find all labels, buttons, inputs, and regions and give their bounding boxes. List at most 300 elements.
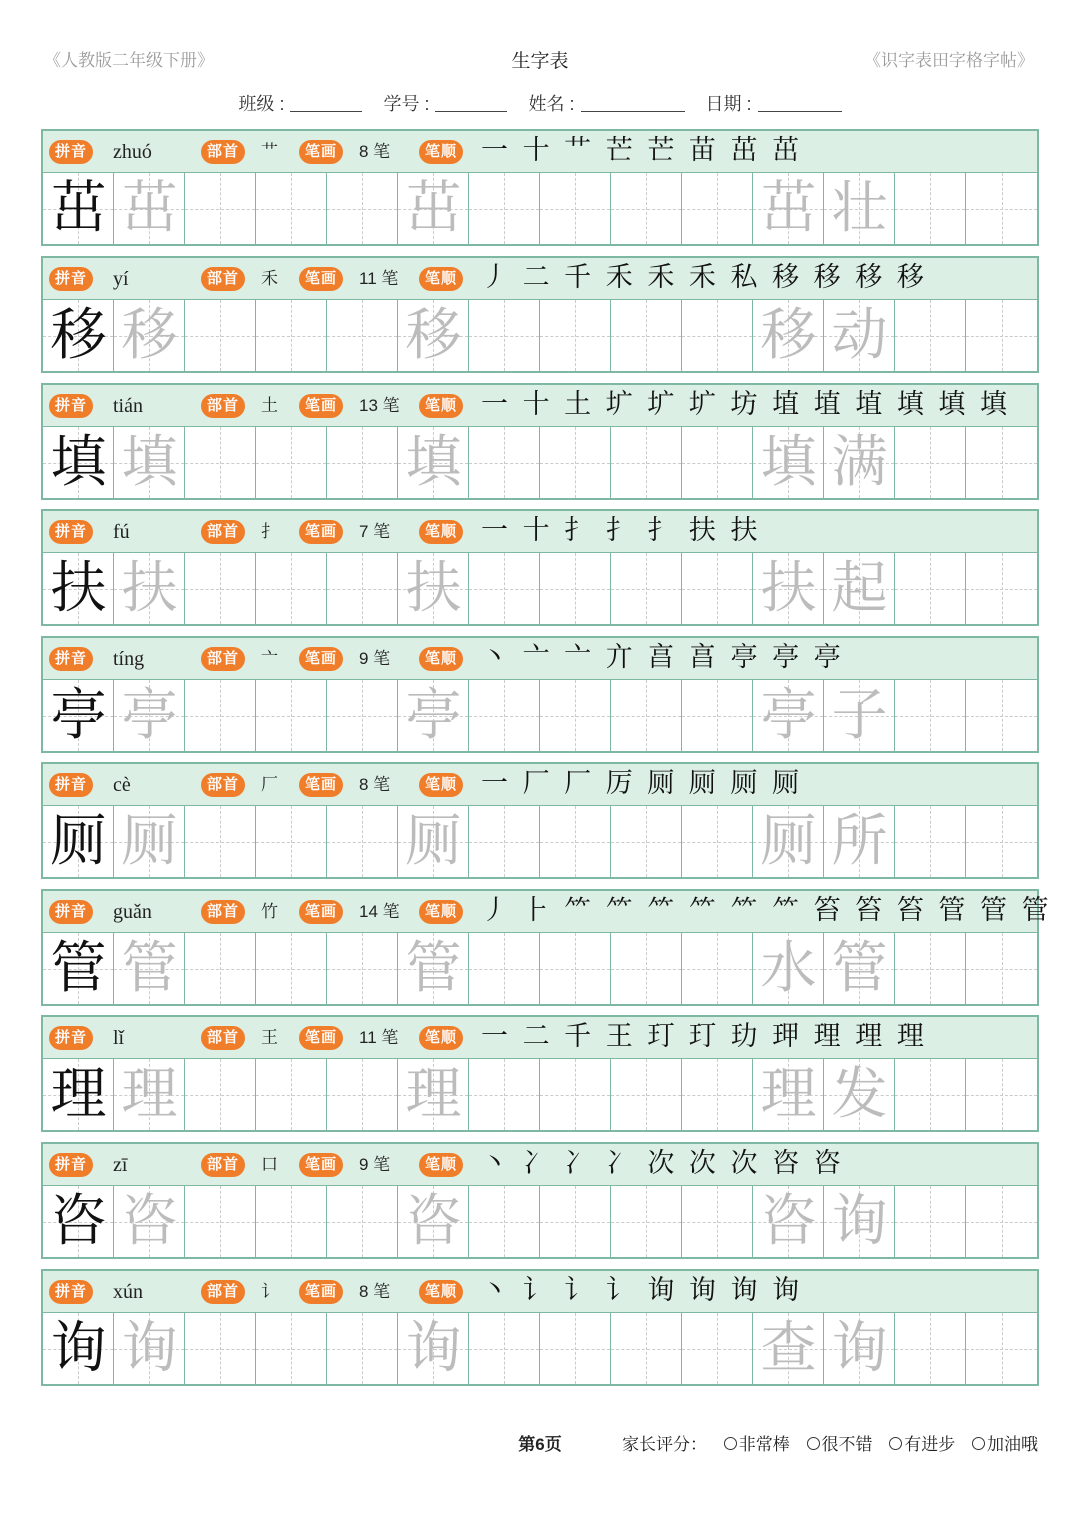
writing-cell[interactable] [540, 1186, 611, 1257]
writing-cell[interactable] [256, 1313, 327, 1384]
writing-cell[interactable] [114, 553, 185, 624]
strokes-badge: 笔画 [299, 1280, 343, 1304]
pinyin-badge: 拼音 [49, 140, 93, 164]
trace-character: 管 [121, 936, 178, 1001]
writing-cell[interactable] [256, 1059, 327, 1130]
writing-cell[interactable] [469, 553, 540, 624]
writing-cell[interactable] [114, 300, 185, 371]
radio-circle-icon[interactable] [724, 1437, 737, 1450]
strokes-badge: 笔画 [299, 647, 343, 671]
writing-cell[interactable] [682, 173, 753, 244]
writing-cell[interactable] [185, 1313, 256, 1384]
writing-cell[interactable] [682, 553, 753, 624]
pinyin-value: zī [113, 1154, 128, 1176]
trace-character: 咨 [405, 1189, 462, 1254]
strokes-badge: 笔画 [299, 1026, 343, 1050]
stroke-order: 丿 ⺊ ⺮ ⺮ ⺮ ⺮ ⺮ ⺮ 笞 笞 笞 管 管 管 [481, 895, 1052, 926]
word-character: 填 [760, 430, 817, 495]
pinyin-badge: 拼音 [49, 267, 93, 291]
trace-character: 填 [405, 430, 462, 495]
writing-cell[interactable] [256, 427, 327, 498]
radio-circle-icon[interactable] [889, 1437, 902, 1450]
writing-cell[interactable] [327, 806, 398, 877]
trace-character: 扶 [121, 556, 178, 621]
writing-cell[interactable] [682, 1059, 753, 1130]
trace-character: 填 [121, 430, 178, 495]
writing-cell[interactable] [682, 300, 753, 371]
tianzige-grid [43, 1186, 1037, 1257]
writing-cell[interactable] [327, 933, 398, 1004]
word-character: 水 [760, 936, 817, 1001]
pinyin-badge: 拼音 [49, 900, 93, 924]
writing-cell[interactable] [895, 1059, 966, 1130]
character-row [41, 509, 1039, 626]
writing-cell[interactable] [114, 1059, 185, 1130]
model-character: 询 [50, 1316, 107, 1381]
writing-cell[interactable] [327, 1313, 398, 1384]
class-blank[interactable] [290, 95, 362, 112]
writing-cell[interactable] [327, 173, 398, 244]
radical-badge: 部首 [201, 1026, 245, 1050]
writing-cell[interactable] [256, 553, 327, 624]
trace-character: 移 [121, 303, 178, 368]
writing-cell[interactable] [469, 427, 540, 498]
stroke-order: 一 十 艹 芒 芒 苗 茁 茁 [481, 135, 803, 166]
order-badge: 笔顺 [419, 647, 463, 671]
writing-cell[interactable] [185, 553, 256, 624]
writing-cell[interactable] [469, 1186, 540, 1257]
date-field[interactable] [706, 90, 842, 116]
pinyin-value: tíng [113, 648, 145, 670]
stroke-count: 8 笔 [359, 1282, 391, 1301]
name-label: 姓名 : [528, 94, 575, 114]
character-row [41, 636, 1039, 753]
pinyin-value: guǎn [113, 901, 152, 923]
writing-cell[interactable] [753, 427, 824, 498]
pinyin-badge: 拼音 [49, 394, 93, 418]
writing-cell[interactable] [540, 553, 611, 624]
word-character: 壮 [831, 176, 888, 241]
writing-cell[interactable] [682, 933, 753, 1004]
stroke-count: 14 笔 [359, 902, 400, 921]
writing-cell[interactable] [540, 427, 611, 498]
trace-character: 厕 [405, 809, 462, 874]
writing-cell [43, 427, 114, 498]
pinyin-value: xún [113, 1281, 143, 1303]
pinyin-value: tián [113, 395, 143, 417]
rating-option-keep-going[interactable] [972, 1430, 1038, 1455]
writing-cell[interactable] [895, 553, 966, 624]
stroke-order: 丶 讠 讠 讠 询 询 询 询 [481, 1275, 803, 1306]
writing-cell[interactable] [256, 1186, 327, 1257]
writing-cell[interactable] [966, 427, 1037, 498]
word-character: 茁 [760, 176, 817, 241]
trace-character: 茁 [121, 176, 178, 241]
writing-cell[interactable] [611, 427, 682, 498]
writing-cell[interactable] [114, 427, 185, 498]
writing-cell[interactable] [611, 300, 682, 371]
order-badge: 笔顺 [419, 394, 463, 418]
writing-cell[interactable] [824, 1313, 895, 1384]
writing-cell[interactable] [753, 1186, 824, 1257]
strokes-badge: 笔画 [299, 1153, 343, 1177]
rating-option-very-good[interactable] [724, 1430, 790, 1455]
writing-cell [43, 1186, 114, 1257]
writing-cell[interactable] [398, 680, 469, 751]
writing-cell[interactable] [611, 680, 682, 751]
writing-cell[interactable] [256, 680, 327, 751]
character-row [41, 383, 1039, 500]
parent-rating [622, 1430, 1038, 1455]
strokes-badge: 笔画 [299, 773, 343, 797]
strokes-badge: 笔画 [299, 140, 343, 164]
character-row [41, 1142, 1039, 1259]
order-badge: 笔顺 [419, 1280, 463, 1304]
model-character: 亭 [50, 683, 107, 748]
writing-cell[interactable] [966, 1313, 1037, 1384]
stroke-order: 丶 亠 亠 亣 亯 亯 亭 亭 亭 [481, 642, 844, 673]
date-label: 日期 : [705, 94, 752, 114]
writing-cell[interactable] [753, 933, 824, 1004]
tianzige-grid [43, 933, 1037, 1004]
writing-cell[interactable] [185, 1059, 256, 1130]
writing-cell[interactable] [753, 173, 824, 244]
writing-cell[interactable] [185, 680, 256, 751]
writing-cell[interactable] [895, 427, 966, 498]
writing-cell[interactable] [398, 427, 469, 498]
word-character: 询 [831, 1316, 888, 1381]
writing-cell[interactable] [753, 300, 824, 371]
rating-option-improving[interactable] [889, 1430, 955, 1455]
radical-value: 王 [261, 1028, 278, 1048]
writing-cell[interactable] [966, 173, 1037, 244]
writing-cell[interactable] [469, 1313, 540, 1384]
trace-character: 管 [405, 936, 462, 1001]
radio-circle-icon[interactable] [972, 1437, 985, 1450]
model-character: 茁 [50, 176, 107, 241]
writing-cell[interactable] [398, 1059, 469, 1130]
writing-cell[interactable] [966, 806, 1037, 877]
writing-cell[interactable] [114, 1186, 185, 1257]
order-badge: 笔顺 [419, 1153, 463, 1177]
word-character: 所 [831, 809, 888, 874]
trace-character: 询 [405, 1316, 462, 1381]
radical-badge: 部首 [201, 773, 245, 797]
writing-cell[interactable] [185, 427, 256, 498]
word-character: 起 [831, 556, 888, 621]
word-character: 满 [831, 430, 888, 495]
writing-cell[interactable] [895, 300, 966, 371]
pinyin-value: fú [113, 521, 130, 543]
writing-cell[interactable] [966, 933, 1037, 1004]
word-character: 查 [760, 1316, 817, 1381]
writing-cell[interactable] [540, 806, 611, 877]
character-info-bar [43, 1017, 1037, 1059]
writing-cell[interactable] [256, 173, 327, 244]
writing-cell [43, 933, 114, 1004]
rating-option-good[interactable] [807, 1430, 873, 1455]
writing-cell[interactable] [185, 806, 256, 877]
model-character: 移 [50, 303, 107, 368]
stroke-count: 9 笔 [359, 649, 391, 668]
order-badge: 笔顺 [419, 140, 463, 164]
writing-cell[interactable] [469, 933, 540, 1004]
writing-cell[interactable] [753, 1059, 824, 1130]
radical-value: 厂 [261, 775, 278, 795]
writing-cell[interactable] [682, 1313, 753, 1384]
writing-cell[interactable] [611, 1186, 682, 1257]
writing-cell[interactable] [185, 933, 256, 1004]
writing-cell[interactable] [398, 933, 469, 1004]
stroke-count: 8 笔 [359, 142, 391, 161]
writing-cell[interactable] [469, 680, 540, 751]
pinyin-badge: 拼音 [49, 773, 93, 797]
pinyin-badge: 拼音 [49, 1026, 93, 1050]
writing-cell[interactable] [824, 806, 895, 877]
writing-cell[interactable] [966, 1186, 1037, 1257]
writing-cell[interactable] [824, 1059, 895, 1130]
writing-cell[interactable] [114, 680, 185, 751]
writing-cell[interactable] [327, 553, 398, 624]
class-field[interactable] [238, 90, 362, 116]
writing-cell[interactable] [185, 300, 256, 371]
trace-character: 理 [121, 1062, 178, 1127]
trace-character: 扶 [405, 556, 462, 621]
writing-cell[interactable] [114, 806, 185, 877]
tianzige-grid [43, 1313, 1037, 1384]
radical-badge: 部首 [201, 647, 245, 671]
writing-cell[interactable] [185, 173, 256, 244]
writing-cell[interactable] [895, 1186, 966, 1257]
strokes-badge: 笔画 [299, 394, 343, 418]
model-character: 理 [50, 1062, 107, 1127]
writing-cell[interactable] [327, 427, 398, 498]
character-row [41, 889, 1052, 1006]
student-no-field[interactable] [383, 90, 507, 116]
pinyin-value: yí [113, 268, 129, 290]
writing-cell[interactable] [682, 680, 753, 751]
page-number: 第6页 [518, 1435, 562, 1454]
writing-cell[interactable] [966, 1059, 1037, 1130]
writing-cell[interactable] [824, 680, 895, 751]
stroke-count: 11 笔 [359, 269, 399, 288]
writing-cell [43, 173, 114, 244]
writing-cell[interactable] [682, 427, 753, 498]
writing-cell[interactable] [824, 300, 895, 371]
writing-cell[interactable] [895, 173, 966, 244]
writing-cell[interactable] [398, 173, 469, 244]
page-title: 生字表 [511, 51, 569, 72]
writing-cell[interactable] [540, 300, 611, 371]
writing-cell[interactable] [611, 173, 682, 244]
writing-cell [43, 680, 114, 751]
writing-cell [43, 806, 114, 877]
writing-cell[interactable] [469, 1059, 540, 1130]
writing-cell [43, 1313, 114, 1384]
writing-cell[interactable] [824, 933, 895, 1004]
character-info-bar [43, 1144, 1037, 1186]
tianzige-grid [43, 806, 1037, 877]
writing-cell[interactable] [966, 300, 1037, 371]
writing-cell[interactable] [824, 553, 895, 624]
stroke-count: 11 笔 [359, 1028, 399, 1047]
trace-character: 厕 [121, 809, 178, 874]
writing-cell[interactable] [895, 680, 966, 751]
writing-cell[interactable] [682, 806, 753, 877]
writing-cell[interactable] [895, 933, 966, 1004]
writing-cell[interactable] [114, 933, 185, 1004]
stroke-order: 一 厂 厂 厉 厕 厕 厕 厕 [481, 768, 803, 799]
writing-cell[interactable] [398, 806, 469, 877]
writing-cell[interactable] [185, 1186, 256, 1257]
word-character: 亭 [760, 683, 817, 748]
writing-cell[interactable] [256, 300, 327, 371]
writing-cell[interactable] [256, 933, 327, 1004]
trace-character: 移 [405, 303, 462, 368]
model-character: 咨 [50, 1189, 107, 1254]
writing-cell[interactable] [753, 806, 824, 877]
model-character: 扶 [50, 556, 107, 621]
class-label: 班级 : [238, 94, 285, 114]
rating-option-label: 很不错 [821, 1435, 873, 1454]
character-row [41, 256, 1039, 373]
student-no-blank[interactable] [435, 95, 507, 112]
character-row [41, 762, 1039, 879]
writing-cell[interactable] [895, 1313, 966, 1384]
trace-character: 亭 [405, 683, 462, 748]
writing-cell[interactable] [540, 1059, 611, 1130]
trace-character: 亭 [121, 683, 178, 748]
writing-cell[interactable] [682, 1186, 753, 1257]
writing-cell[interactable] [753, 553, 824, 624]
stroke-order: 丶 冫 冫 冫 次 次 次 咨 咨 [481, 1148, 844, 1179]
radical-value: 扌 [261, 522, 278, 542]
writing-cell[interactable] [327, 1186, 398, 1257]
writing-cell[interactable] [966, 680, 1037, 751]
word-character: 询 [831, 1189, 888, 1254]
radical-value: 亠 [261, 649, 278, 669]
writing-cell[interactable] [611, 1313, 682, 1384]
writing-cell[interactable] [327, 1059, 398, 1130]
writing-cell[interactable] [327, 300, 398, 371]
stroke-order: 丿 二 千 禾 禾 禾 私 移 移 移 移 [481, 262, 927, 293]
writing-cell [43, 553, 114, 624]
character-info-bar [43, 258, 1037, 300]
writing-cell [43, 300, 114, 371]
radio-circle-icon[interactable] [807, 1437, 820, 1450]
writing-cell[interactable] [327, 680, 398, 751]
writing-cell[interactable] [469, 806, 540, 877]
book-title: 《人教版二年级下册》 [44, 51, 214, 70]
model-character: 填 [50, 430, 107, 495]
radical-badge: 部首 [201, 267, 245, 291]
rating-option-label: 非常棒 [738, 1435, 790, 1454]
pinyin-badge: 拼音 [49, 1280, 93, 1304]
radical-value: 土 [261, 396, 278, 416]
writing-cell[interactable] [540, 1313, 611, 1384]
radical-value: 讠 [261, 1282, 278, 1302]
tianzige-grid [43, 1059, 1037, 1130]
writing-cell[interactable] [753, 1313, 824, 1384]
radical-badge: 部首 [201, 1153, 245, 1177]
writing-cell [43, 1059, 114, 1130]
radical-badge: 部首 [201, 140, 245, 164]
writing-cell[interactable] [469, 300, 540, 371]
pinyin-badge: 拼音 [49, 520, 93, 544]
word-character: 管 [831, 936, 888, 1001]
word-character: 理 [760, 1062, 817, 1127]
pinyin-value: cè [113, 774, 131, 796]
writing-cell[interactable] [824, 173, 895, 244]
writing-cell[interactable] [753, 680, 824, 751]
writing-cell[interactable] [114, 173, 185, 244]
strokes-badge: 笔画 [299, 520, 343, 544]
writing-cell[interactable] [611, 553, 682, 624]
trace-character: 询 [121, 1316, 178, 1381]
writing-cell[interactable] [611, 1059, 682, 1130]
character-row [41, 1269, 1039, 1386]
writing-cell[interactable] [540, 933, 611, 1004]
radical-badge: 部首 [201, 394, 245, 418]
word-character: 动 [831, 303, 888, 368]
writing-cell[interactable] [540, 680, 611, 751]
stroke-count: 13 笔 [359, 396, 400, 415]
writing-cell[interactable] [824, 427, 895, 498]
trace-character: 茁 [405, 176, 462, 241]
student-info-line [0, 90, 1080, 116]
tianzige-grid [43, 173, 1037, 244]
tianzige-grid [43, 300, 1037, 371]
writing-cell[interactable] [611, 933, 682, 1004]
name-blank[interactable] [581, 95, 685, 112]
trace-character: 理 [405, 1062, 462, 1127]
rating-option-label: 有进步 [904, 1435, 956, 1454]
writing-cell[interactable] [824, 1186, 895, 1257]
writing-cell[interactable] [256, 806, 327, 877]
character-info-bar [43, 764, 1037, 806]
stroke-order: 一 十 土 圹 圹 圹 坊 埴 埴 埴 填 填 填 [481, 389, 1010, 420]
writing-cell[interactable] [469, 173, 540, 244]
writing-cell[interactable] [398, 1186, 469, 1257]
pinyin-badge: 拼音 [49, 647, 93, 671]
tianzige-grid [43, 680, 1037, 751]
order-badge: 笔顺 [419, 773, 463, 797]
writing-cell[interactable] [895, 806, 966, 877]
date-blank[interactable] [758, 95, 842, 112]
word-character: 发 [831, 1062, 888, 1127]
character-info-bar [43, 511, 1037, 553]
writing-cell[interactable] [114, 1313, 185, 1384]
writing-cell[interactable] [398, 1313, 469, 1384]
stroke-count: 9 笔 [359, 1155, 391, 1174]
writing-cell[interactable] [540, 173, 611, 244]
radical-value: 竹 [261, 902, 278, 922]
radical-badge: 部首 [201, 520, 245, 544]
name-field[interactable] [529, 90, 685, 116]
rating-label: 家长评分： [622, 1435, 708, 1454]
radical-value: 禾 [261, 269, 278, 289]
model-character: 管 [50, 936, 107, 1001]
writing-cell[interactable] [398, 553, 469, 624]
stroke-count: 8 笔 [359, 775, 391, 794]
strokes-badge: 笔画 [299, 900, 343, 924]
trace-character: 咨 [121, 1189, 178, 1254]
radical-value: 口 [261, 1155, 278, 1175]
writing-cell[interactable] [398, 300, 469, 371]
writing-cell[interactable] [611, 806, 682, 877]
writing-cell[interactable] [966, 553, 1037, 624]
order-badge: 笔顺 [419, 520, 463, 544]
